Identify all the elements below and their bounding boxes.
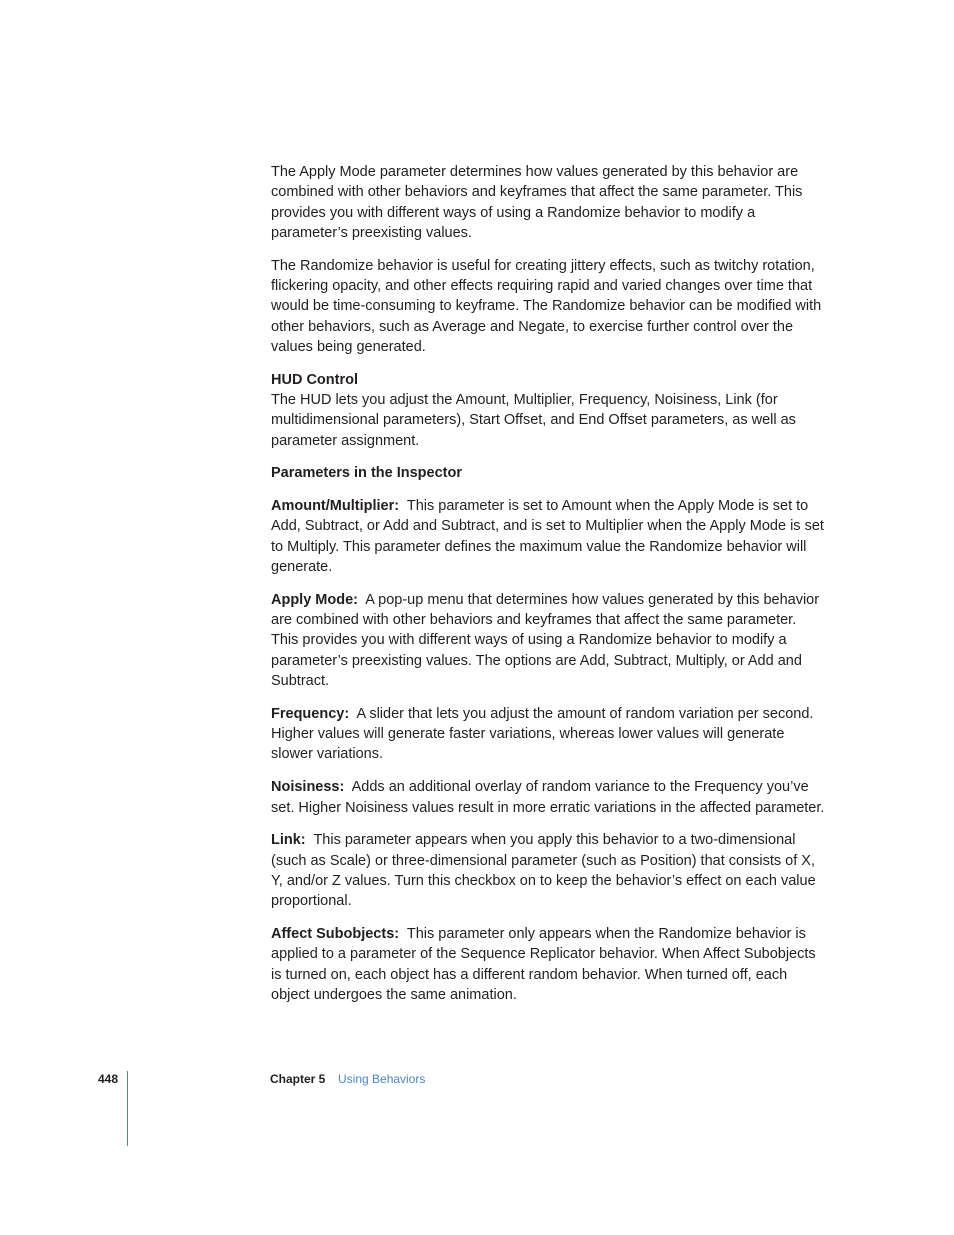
param-term: Amount/Multiplier:: [271, 498, 400, 515]
inspector-parameters-heading: Parameters in the Inspector: [271, 465, 462, 482]
page-body: [271, 162, 827, 1018]
paragraph-apply-mode-intro: The Apply Mode parameter determines how values generated by this behavior are combined with other behaviors and keyframes that affect the same parameter. This provides you with different ways of using a Randomize behavior to modify a parameter’s preexisting values.: [271, 164, 803, 241]
param-term: Affect Subobjects:: [271, 926, 400, 942]
param-frequency: [271, 704, 827, 765]
page-number: 448: [98, 1072, 119, 1086]
param-text: A slider that lets you adjust the amount of random variation per second. Higher values will generate faster variations, whereas lower values will generate slower variations.: [271, 705, 814, 763]
chapter-title-link[interactable]: Using Behaviors: [338, 1072, 426, 1086]
param-text: This parameter appears when you apply this behavior to a two-dimensional (such as Scale) or three-dimensional parameter (such as Position) that consists of X, Y, and/or Z values. Turn this checkbox on to keep the behavior’s effect on each value proportional.: [271, 832, 816, 910]
chapter-label: Chapter 5: [270, 1072, 326, 1086]
hud-control-section: [271, 370, 827, 451]
param-apply-mode: [271, 590, 827, 691]
param-text: This parameter only appears when the Randomize behavior is applied to a parameter of the Sequence Replicator behavior. When Affect Subobjects is turned on, each object has a different random behavior. When turned off, each object undergoes the same animation.: [271, 926, 816, 1003]
param-amount-multiplier: [271, 496, 827, 577]
param-term: Link:: [271, 832, 306, 849]
hud-control-heading: HUD Control: [271, 371, 358, 388]
param-noisiness: [271, 777, 827, 818]
param-text: A pop-up menu that determines how values generated by this behavior are combined with other behaviors and keyframes that affect the same parameter. This provides you with different ways of using a Randomize behavior to modify a parameter’s preexisting values. The options are Add, Subtract, Multiply, or Add and Subtract.: [271, 591, 820, 690]
hud-control-text: The HUD lets you adjust the Amount, Multiplier, Frequency, Noisiness, Link (for multidimensional parameters), Start Offset, and End Offset parameters, as well as parameter assignment.: [271, 391, 796, 449]
param-affect-subobjects: [271, 924, 827, 1005]
param-text: This parameter is set to Amount when the Apply Mode is set to Add, Subtract, or Add and Subtract, and is set to Multiplier when the Apply Mode is set to Multiply. This parameter defines the maximum value the Randomize behavior will generate.: [271, 498, 824, 576]
param-text: Adds an additional overlay of random variance to the Frequency you’ve set. Higher Noisiness values result in more erratic variations in the affected parameter.: [271, 779, 825, 816]
paragraph-randomize-description: The Randomize behavior is useful for creating jittery effects, such as twitchy rotation, flickering opacity, and other effects requiring rapid and varied changes over time that would be time-consuming to keyframe. The Randomize behavior can be modified with other behaviors, such as Average and Negate, to exercise further control over the values being generated.: [271, 257, 822, 355]
param-term: Apply Mode:: [271, 591, 358, 608]
param-link: [271, 830, 827, 911]
param-term: Frequency:: [271, 705, 350, 722]
footer-divider: [127, 1071, 128, 1146]
param-term: Noisiness:: [271, 779, 345, 796]
